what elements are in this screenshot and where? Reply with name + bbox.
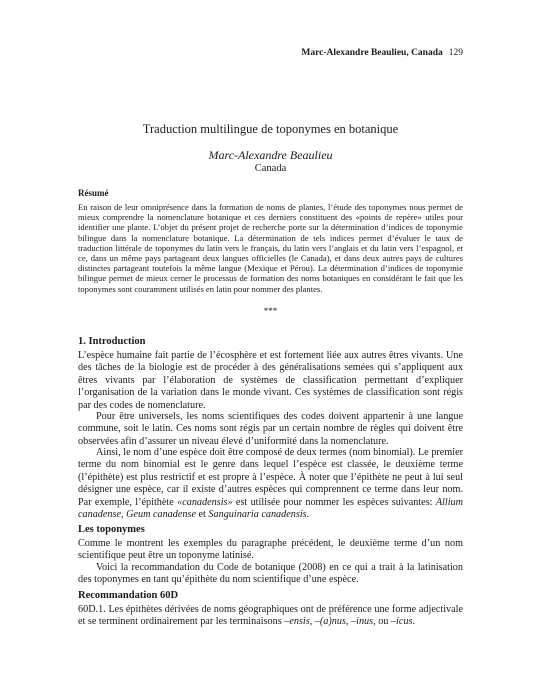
intro-paragraph-3-end: . — [306, 509, 310, 521]
species-separator-1: , — [121, 509, 127, 521]
species-sanguinaria: Sanguinaria canadensis — [208, 509, 307, 521]
termination-separator-3: , ou — [373, 616, 391, 628]
epithet-canadensis: «canadensis» — [177, 496, 233, 508]
page-number: 129 — [448, 48, 463, 58]
species-separator-2: et — [195, 509, 209, 521]
section-separator: *** — [263, 306, 278, 316]
intro-paragraph-3 — [78, 447, 463, 521]
termination-separator-2: , — [345, 616, 352, 628]
abstract-text: En raison de leur omniprésence dans la formation de noms de plantes, l’étude des toponymes nous permet de mieux comprendre la nomenclature botanique et ces derniers constituent des «points de repère» utiles pour identifier une plante. L’objet du présent projet de recherche porte sur la détermination d’indices de toponymie bilingue dans la nomenclature botanique. La détermination de tels indices permet d’évaluer le taux de traduction littérale de toponymes du latin vers le français, du latin vers l’anglais et du latin vers l’espagnol, et ce, dans un même pays partageant deux langues officielles (le Canada), et dans deux autres pays de cultures distinctes partageant toutefois la même langue (Mexique et Pérou). La détermination d’indices de toponymie bilingue permet de mieux cerner le processus de formation des noms botaniques en considérant le fait que les toponymes sont couramment utilisés en latin pour nommer des plantes. — [78, 202, 463, 294]
intro-heading: 1. Introduction — [78, 336, 146, 347]
species-allium: Allium canadense — [78, 496, 463, 521]
termination-icus: –icus — [390, 616, 413, 628]
intro-paragraph-2: Pour être universels, les noms scientifiques des codes doivent appartenir à une langue commune, soit le latin. Ces noms sont régis par un certain nombre de règles qui doivent être observées afin d’assurer un niveau élevé d’uniformité dans la nomenclature. — [78, 411, 463, 447]
recommendation-text-end: . — [412, 616, 415, 628]
author-affiliation: Canada — [254, 163, 287, 174]
termination-separator-1: , — [309, 616, 315, 628]
paper-title: Traduction multilingue de toponymes en botanique — [142, 122, 399, 136]
running-head-author: Marc-Alexandre Beaulieu, Canada — [301, 48, 443, 58]
recommendation-text-a: 60D.1. Les épithètes dérivées de noms géographiques ont de préférence une forme adjectivale et se terminent ordinairement par les terminaisons — [78, 604, 463, 628]
abstract-heading: Résumé — [78, 188, 109, 198]
running-head — [301, 48, 463, 58]
intro-paragraph-3-text-a: Ainsi, le nom d’une espèce doit être composé de deux termes (nom binomial). Le premier terme du nom binomial est le genre dans lequel l’espèce est classée, le deuxième terme (l’épithète) est plus restrictif et est propre à l’espèce. À noter que l’épithète ne peut à lui seul désigner une espèce, car il existe d’autres espèces qui comprennent ce terme dans leur nom. Par exemple, l’épithète — [78, 447, 463, 508]
intro-paragraph-1: L’espèce humaine fait partie de l’écosphère et est fortement liée aux autres êtres vivants. Une des tâches de la biologie est de procéder à des généralisations semées qui s’appliquent aux êtres vivants par l’élaboration de systèmes de classification permettant d’expliquer l’organisation de la variation dans le monde vivant. Ces systèmes de classification sont régis par des codes de nomenclature. — [78, 350, 463, 411]
intro-paragraph-3-text-b: est utilisée pour nommer les espèces suivantes: — [232, 496, 436, 508]
species-geum: Geum canadense — [126, 509, 196, 521]
termination-ensis: –ensis — [284, 616, 310, 628]
recommendation-heading: Recommandation 60D — [78, 590, 179, 601]
toponymes-heading: Les toponymes — [78, 524, 145, 535]
recommendation-paragraph — [78, 604, 463, 629]
paper-author: Marc-Alexandre Beaulieu — [208, 148, 333, 162]
toponymes-paragraph-2: Voici la recommandation du Code de botanique (2008) en ce qui a trait à la latinisation des toponymes en tant qu’épithète du nom scientifique d’une espèce. — [78, 562, 463, 586]
toponymes-paragraph-1: Comme le montrent les exemples du paragraphe précédent, le deuxième terme d’un nom scientifique peut être un toponyme latinisé. — [78, 538, 463, 562]
termination-inus: –inus — [351, 616, 374, 628]
termination-anus: –(a)nus — [314, 616, 346, 628]
